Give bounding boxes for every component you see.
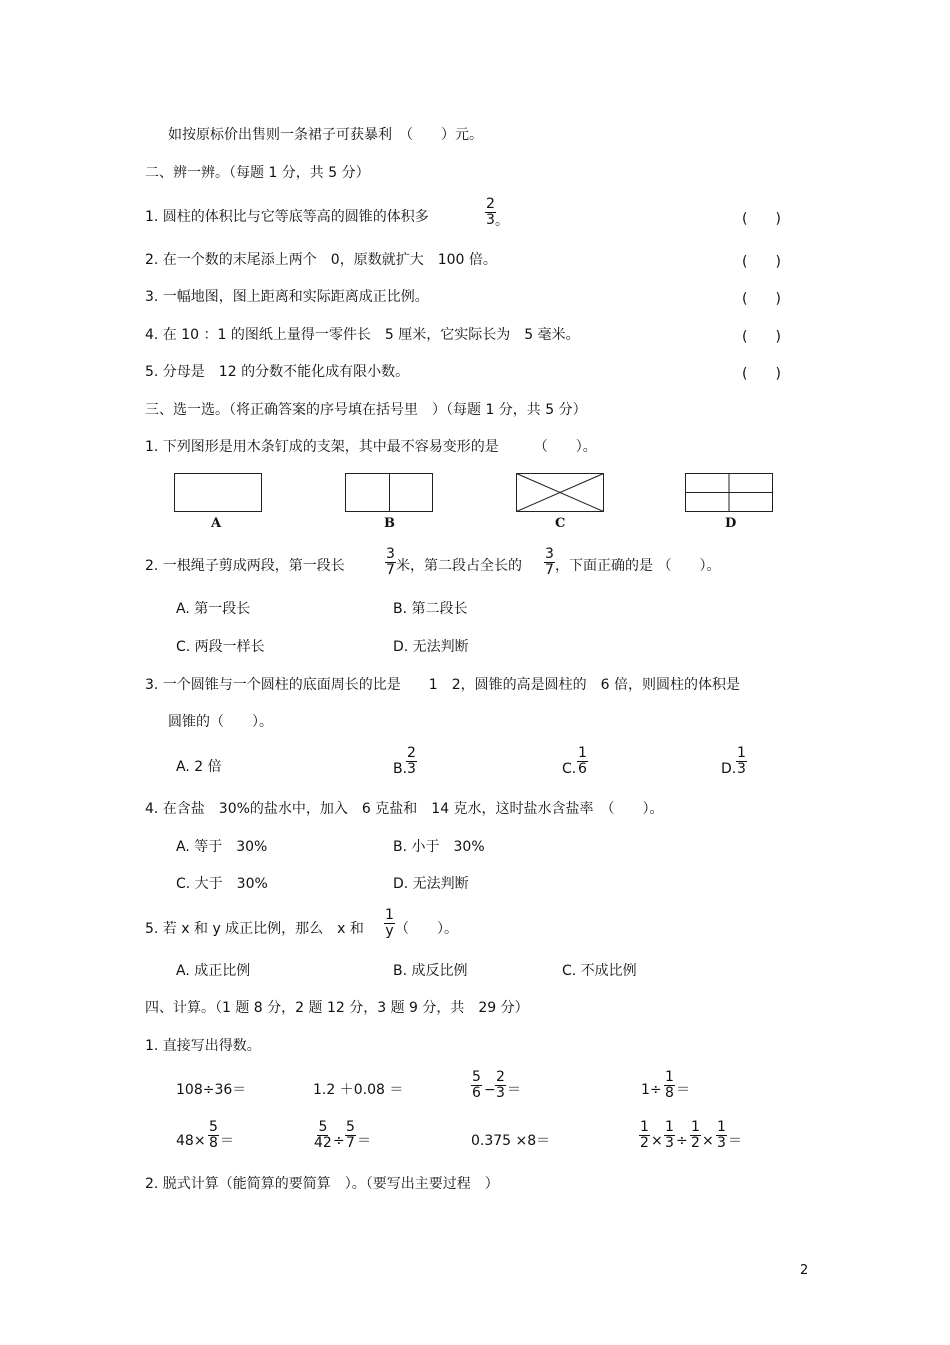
s3-q2-option-d[interactable]: D. 无法判断 xyxy=(393,639,469,655)
s3-q2-fraction-1 xyxy=(385,547,396,578)
fraction-numerator: 1 xyxy=(640,1119,649,1135)
calc-2b-op: ÷ xyxy=(333,1133,345,1149)
s2-item-3: 3. 一幅地图，图上距离和实际距离成正比例。 xyxy=(145,289,429,305)
s3-q2-post: ，下面正确的是 （ ）。 xyxy=(555,558,721,574)
s2-item-2: 2. 在一个数的末尾添上两个 0，原数就扩大 100 倍。 xyxy=(145,252,497,268)
fraction-numerator: 1 xyxy=(665,1119,674,1135)
s3-q3-option-b[interactable]: B. xyxy=(393,761,408,777)
fraction-numerator: 3 xyxy=(545,546,554,562)
calc-2a-eq: ＝ xyxy=(220,1133,234,1149)
fraction-numerator: 5 xyxy=(209,1119,218,1135)
fraction-numerator: 3 xyxy=(386,546,395,562)
section3-title: 三、选一选。（将正确答案的序号填在括号里 ）（每题 1 分，共 5 分） xyxy=(145,402,587,418)
s3-q2-mid: 米，第二段占全长的 xyxy=(396,558,522,574)
calc-2d-fraction-1 xyxy=(639,1120,650,1151)
fraction-denominator: 6 xyxy=(578,761,587,777)
calc-2d-op3: × xyxy=(702,1133,714,1149)
s3-q4-option-c[interactable]: C. 大于 30% xyxy=(176,876,268,892)
calc-1d-pre: 1÷ xyxy=(641,1082,662,1098)
s2-item-1-suffix: 。 xyxy=(495,213,509,229)
calc-2d-op2: ÷ xyxy=(676,1133,688,1149)
calc-2a-pre: 48× xyxy=(176,1133,206,1149)
figure-a-rectangle xyxy=(174,473,262,512)
fraction-denominator: 7 xyxy=(346,1135,355,1151)
calc-2d-op1: × xyxy=(651,1133,663,1149)
s3-q3-option-c-fraction xyxy=(577,746,588,777)
s3-q5-option-b[interactable]: B. 成反比例 xyxy=(393,963,468,979)
s3-q3-line2: 圆锥的（ ）。 xyxy=(168,714,273,730)
answer-paren-2[interactable]: ( ) xyxy=(742,254,781,270)
fraction-numerator: 5 xyxy=(346,1119,355,1135)
calc-1c-op: − xyxy=(484,1082,496,1098)
answer-paren-4[interactable]: ( ) xyxy=(742,329,781,345)
figure-b-rectangle xyxy=(345,473,433,512)
fraction-numerator: 5 xyxy=(318,1119,328,1135)
calc-2b-eq: ＝ xyxy=(357,1133,371,1149)
s3-q5-pre: 5. 若 x 和 y 成正比例，那么 x 和 xyxy=(145,921,364,937)
fraction-denominator: 7 xyxy=(386,562,395,578)
calc-2d-eq: ＝ xyxy=(728,1133,742,1149)
s3-q2-option-a[interactable]: A. 第一段长 xyxy=(176,601,251,617)
fraction-numerator: 1 xyxy=(717,1119,726,1135)
s3-q3-option-a[interactable]: A. 2 倍 xyxy=(176,759,222,775)
figure-d-grid-rectangle xyxy=(685,473,773,512)
figure-label-b: B xyxy=(384,516,395,531)
s3-q5-fraction xyxy=(384,908,395,939)
figure-label-c: C xyxy=(555,516,566,531)
s3-q2-fraction-2 xyxy=(544,547,555,578)
calc-1b: 1.2 ＋0.08 ＝ xyxy=(313,1082,404,1098)
s3-q4-option-b[interactable]: B. 小于 30% xyxy=(393,839,485,855)
page-number: 2 xyxy=(800,1263,809,1278)
figure-c-braced-rectangle xyxy=(516,473,604,512)
calc-2a-fraction xyxy=(208,1120,219,1151)
calc-1c-eq: ＝ xyxy=(507,1082,521,1098)
fraction-numerator: 1 xyxy=(737,745,746,761)
calc-1a: 108÷36＝ xyxy=(176,1082,247,1098)
calc-2b-fraction-1 xyxy=(313,1120,333,1151)
s4-q1-title: 1. 直接写出得数。 xyxy=(145,1038,261,1054)
fraction-numerator: 1 xyxy=(665,1069,674,1085)
calc-2c: 0.375 ×8＝ xyxy=(471,1133,551,1149)
figure-label-a: A xyxy=(211,516,222,531)
calc-2d-fraction-3 xyxy=(690,1120,701,1151)
s3-q5-option-c[interactable]: C. 不成比例 xyxy=(562,963,637,979)
calc-1d-fraction xyxy=(664,1070,675,1101)
s3-q2-option-b[interactable]: B. 第二段长 xyxy=(393,601,468,617)
fraction-denominator: 3 xyxy=(717,1135,726,1151)
s3-q2-option-c[interactable]: C. 两段一样长 xyxy=(176,639,265,655)
section2-title: 二、辨一辨。（每题 1 分，共 5 分） xyxy=(145,165,370,181)
s4-q2-title: 2. 脱式计算（能简算的要简算 ）。（要写出主要过程 ） xyxy=(145,1176,499,1192)
fraction-numerator: 1 xyxy=(578,745,587,761)
intro-line: 如按原标价出售则一条裙子可获暴利 （ ）元。 xyxy=(168,127,483,143)
s3-q4-option-a[interactable]: A. 等于 30% xyxy=(176,839,268,855)
calc-1d-eq: ＝ xyxy=(676,1082,690,1098)
s3-q2-pre: 2. 一根绳子剪成两段，第一段长 xyxy=(145,558,345,574)
fraction-numerator: 1 xyxy=(385,907,394,923)
fraction-denominator: 8 xyxy=(209,1135,218,1151)
section4-title: 四、计算。（1 题 8 分，2 题 12 分，3 题 9 分，共 29 分） xyxy=(145,1000,529,1016)
calc-2d-fraction-4 xyxy=(716,1120,727,1151)
s2-item-4: 4. 在 10 ：1 的图纸上量得一零件长 5 厘米，它实际长为 5 毫米。 xyxy=(145,327,580,343)
fraction-denominator: 2 xyxy=(691,1135,700,1151)
fraction-denominator: 8 xyxy=(665,1085,674,1101)
calc-1c-fraction-1 xyxy=(471,1070,482,1101)
s3-q3-option-d-fraction xyxy=(736,746,747,777)
fraction-numerator: 2 xyxy=(407,745,416,761)
s3-q4-option-d[interactable]: D. 无法判断 xyxy=(393,876,469,892)
s3-q4: 4. 在含盐 30%的盐水中，加入 6 克盐和 14 克水，这时盐水含盐率 （ ）。 xyxy=(145,801,664,817)
s3-q5-post: （ ）。 xyxy=(395,921,458,937)
fraction-denominator: 7 xyxy=(545,562,554,578)
fraction-denominator: y xyxy=(385,923,394,939)
s3-q3-option-b-fraction xyxy=(406,746,417,777)
calc-1c-fraction-2 xyxy=(495,1070,506,1101)
fraction-denominator: 2 xyxy=(640,1135,649,1151)
fraction-denominator: 3 xyxy=(665,1135,674,1151)
answer-paren-1[interactable]: ( ) xyxy=(742,211,781,227)
s3-q5-option-a[interactable]: A. 成正比例 xyxy=(176,963,251,979)
fraction-denominator: 3 xyxy=(486,212,495,228)
s3-q3-option-d[interactable]: D. xyxy=(721,761,737,777)
s2-item-1: 1. 圆柱的体积比与它等底等高的圆锥的体积多 xyxy=(145,209,429,225)
fraction-denominator: 42 xyxy=(314,1135,332,1151)
s3-q3-line1: 3. 一个圆锥与一个圆柱的底面周长的比是 1 2，圆锥的高是圆柱的 6 倍，则圆柱的体积是 xyxy=(145,677,740,693)
calc-2b-fraction-2 xyxy=(345,1120,356,1151)
calc-2d-fraction-2 xyxy=(664,1120,675,1151)
fraction-numerator: 2 xyxy=(496,1069,505,1085)
fraction-denominator: 3 xyxy=(737,761,746,777)
s3-q1: 1. 下列图形是用木条钉成的支架，其中最不容易变形的是 （ ）。 xyxy=(145,439,597,455)
s3-q3-option-c[interactable]: C. xyxy=(562,761,577,777)
answer-paren-5[interactable]: ( ) xyxy=(742,366,781,382)
fraction-numerator: 2 xyxy=(486,196,495,212)
fraction-denominator: 6 xyxy=(472,1085,481,1101)
fraction-numerator: 1 xyxy=(691,1119,700,1135)
fraction-denominator: 3 xyxy=(407,761,416,777)
fraction-numerator: 5 xyxy=(472,1069,481,1085)
answer-paren-3[interactable]: ( ) xyxy=(742,291,781,307)
figure-label-d: D xyxy=(725,516,737,531)
s2-item-5: 5. 分母是 12 的分数不能化成有限小数。 xyxy=(145,364,410,380)
fraction-denominator: 3 xyxy=(496,1085,505,1101)
